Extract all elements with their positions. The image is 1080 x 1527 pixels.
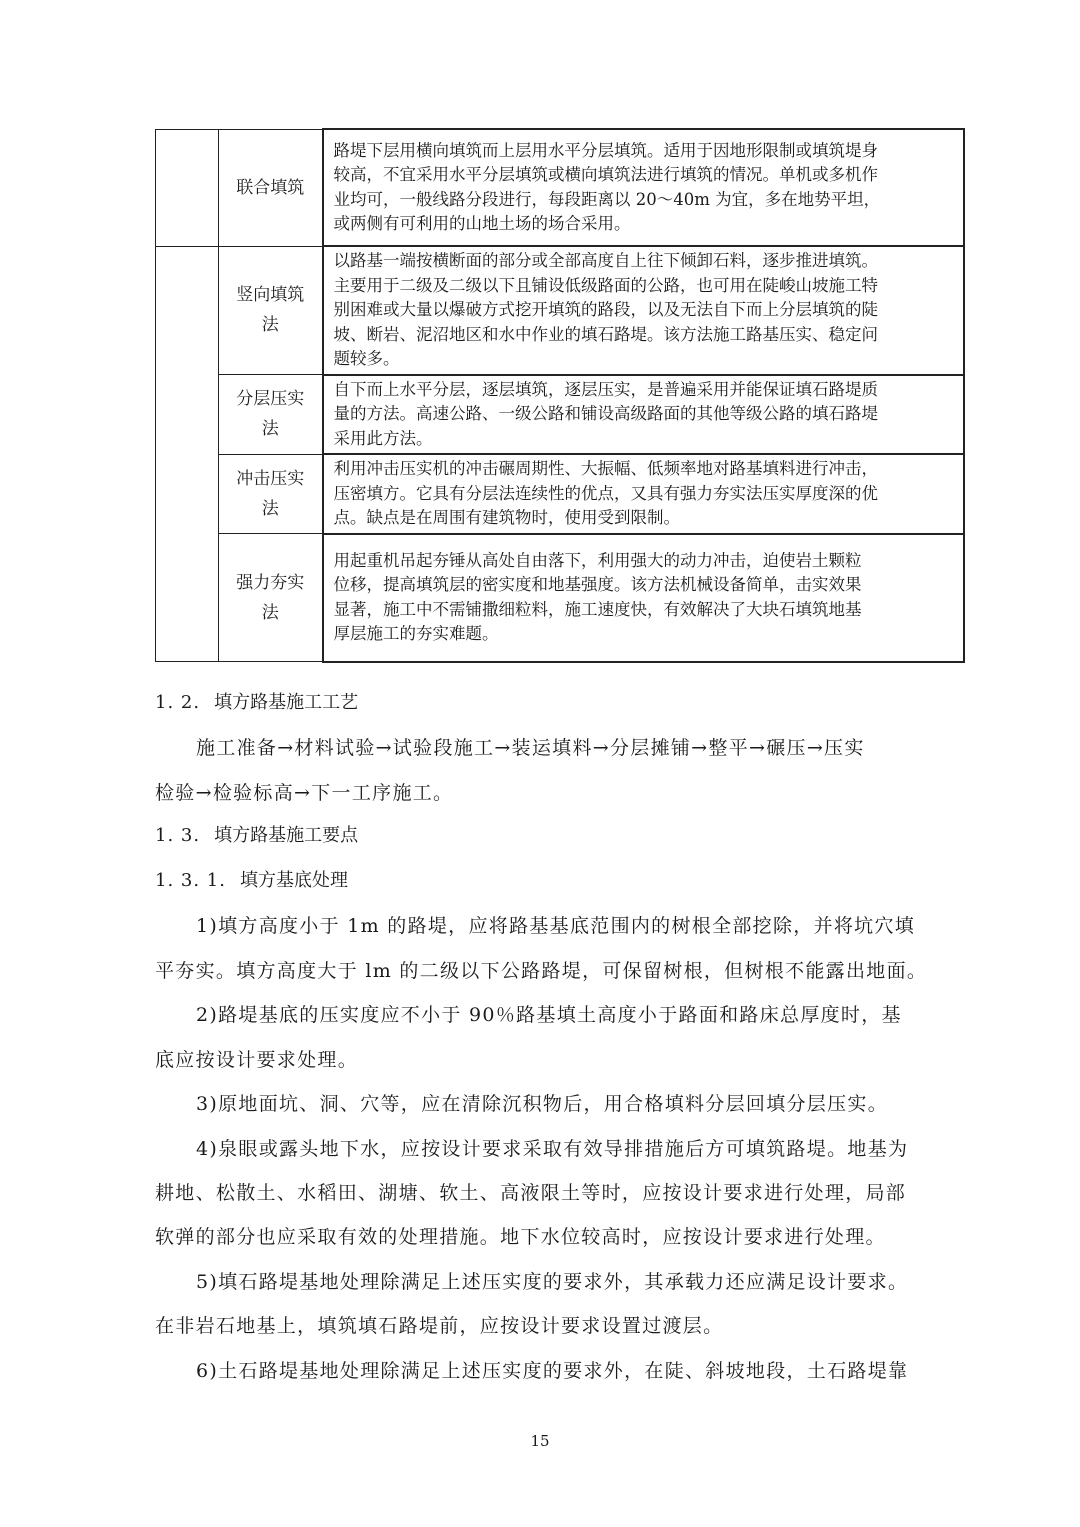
section-number: 1. 3. 1. (155, 870, 226, 891)
list-item-line: 1)填方高度小于 1m 的路堤，应将路基基底范围内的树根全部挖除，并将坑穴填 (196, 915, 916, 937)
description-cell (323, 375, 964, 455)
desc-line: 或两侧有可利用的山地土场的场合采用。 (333, 214, 631, 233)
list-item-line: 3)原地面坑、洞、穴等，应在清除沉积物后，用合格填料分层回填分层压实。 (196, 1093, 889, 1115)
list-item-line: 软弹的部分也应采取有效的处理措施。地下水位较高时，应按设计要求进行处理。 (155, 1226, 886, 1248)
desc-line: 自下而上水平分层，逐层填筑，逐层压实，是普遍采用并能保证填石路堤质 (333, 379, 878, 399)
method-cell (219, 246, 323, 375)
list-item-line: 平夯实。填方高度大于 lm 的二级以下公路路堤，可保留树根，但树根不能露出地面。 (155, 960, 928, 982)
page-number: 15 (530, 1432, 550, 1450)
method-label: 法 (261, 498, 279, 519)
section-number: 1. 3. (155, 825, 201, 846)
list-item-line: 4)泉眼或露头地下水，应按设计要求采取有效导排措施后方可填筑路堤。地基为 (196, 1138, 909, 1160)
desc-line: 以路基一端按横断面的部分或全部高度自上往下倾卸石料，逐步推进填筑。 (333, 251, 878, 270)
list-item-line: 耕地、松散土、水稻田、湖塘、软土、高液限土等时，应按设计要求进行处理，局部 (155, 1182, 907, 1204)
category-cell-empty (156, 129, 219, 246)
list-item-line: 5)填石路堤基地处理除满足上述压实度的要求外，其承载力还应满足设计要求。 (196, 1271, 909, 1293)
desc-line: 较高，不宜采用水平分层填筑或横向填筑法进行填筑的情况。单机或多机作 (333, 165, 878, 184)
table-row (156, 246, 964, 375)
method-cell (219, 375, 323, 455)
section-heading-1-3 (155, 823, 358, 849)
desc-line: 路堤下层用横向填筑而上层用水平分层填筑。适用于因地形限制或填筑堤身 (333, 140, 878, 160)
desc-line: 利用冲击压实机的冲击碾周期性、大振幅、低频率地对路基填料进行冲击， (333, 459, 878, 478)
list-item-line: 6)土石路堤基地处理除满足上述压实度的要求外，在陡、斜坡地段，土石路堤靠 (196, 1360, 909, 1382)
desc-line: 主要用于二级及二级以下且铺设低级路面的公路，也可用在陡峻山坡施工特 (333, 275, 878, 295)
method-label: 法 (261, 419, 279, 440)
desc-line: 位移，提高填筑层的密实度和地基强度。该方法机械设备简单，击实效果 (333, 575, 862, 594)
desc-line: 厚层施工的夯实难题。 (333, 624, 499, 643)
method-label: 法 (261, 315, 279, 336)
method-label: 分层压实 (236, 389, 305, 410)
method-cell (219, 534, 323, 662)
method-label: 冲击压实 (236, 468, 305, 489)
desc-line: 别困难或大量以爆破方式挖开填筑的路段，以及无法自下而上分层填筑的陡 (333, 300, 878, 319)
desc-line: 量的方法。高速公路、一级公路和铺设高级路面的其他等级公路的填石路堤 (333, 404, 878, 423)
table-row (156, 454, 964, 534)
method-label: 法 (261, 602, 279, 623)
desc-line: 点。缺点是在周围有建筑物时，使用受到限制。 (333, 508, 680, 527)
section-title: 填方基底处理 (239, 870, 348, 891)
method-label: 联合填筑 (236, 177, 305, 198)
list-item-line: 在非岩石地基上，填筑填石路堤前，应按设计要求设置过渡层。 (155, 1315, 724, 1337)
desc-line: 业均可，一般线路分段进行，每段距离以 20～40m 为宜，多在地势平坦， (333, 189, 881, 209)
section-heading-1-3-1 (155, 868, 348, 894)
description-cell (323, 246, 964, 375)
desc-line: 题较多。 (333, 349, 400, 368)
description-cell (323, 454, 964, 534)
process-line: 检验→检验标高→下一工序施工。 (155, 782, 454, 804)
table-row (156, 534, 964, 662)
desc-line: 压密填方。它具有分层法连续性的优点，又具有强力夯实法压实厚度深的优 (333, 483, 878, 503)
description-cell (323, 534, 964, 662)
table-row (156, 375, 964, 455)
list-item-line: 2)路堤基底的压实度应不小于 90％路基填土高度小于路面和路床总厚度时，基 (196, 1004, 902, 1026)
method-label: 强力夯实 (236, 572, 305, 593)
desc-line: 坡、断岩、泥沼地区和水中作业的填石路堤。该方法施工路基压实、稳定问 (333, 324, 878, 344)
method-label: 竖向填筑 (236, 285, 305, 306)
desc-line: 用起重机吊起夯锤从高处自由落下，利用强大的动力冲击，迫使岩土颗粒 (333, 550, 862, 570)
section-heading-1-2 (155, 690, 358, 716)
list-item-line: 底应按设计要求处理。 (155, 1049, 359, 1071)
table-row (156, 129, 964, 246)
subgrade-fill-methods-table (155, 128, 965, 663)
method-cell (219, 129, 323, 246)
method-cell (219, 454, 323, 534)
desc-line: 采用此方法。 (333, 428, 433, 448)
description-cell (323, 129, 964, 246)
section-number: 1. 2. (155, 692, 201, 713)
section-title: 填方路基施工工艺 (214, 692, 359, 713)
section-title: 填方路基施工要点 (214, 825, 359, 846)
process-line: 施工准备→材料试验→试验段施工→装运填料→分层摊铺→整平→碾压→压实 (196, 737, 865, 759)
category-cell-stone-subgrade (156, 246, 219, 662)
desc-line: 显著，施工中不需铺撒细粒料，施工速度快，有效解决了大块石填筑地基 (333, 599, 862, 619)
